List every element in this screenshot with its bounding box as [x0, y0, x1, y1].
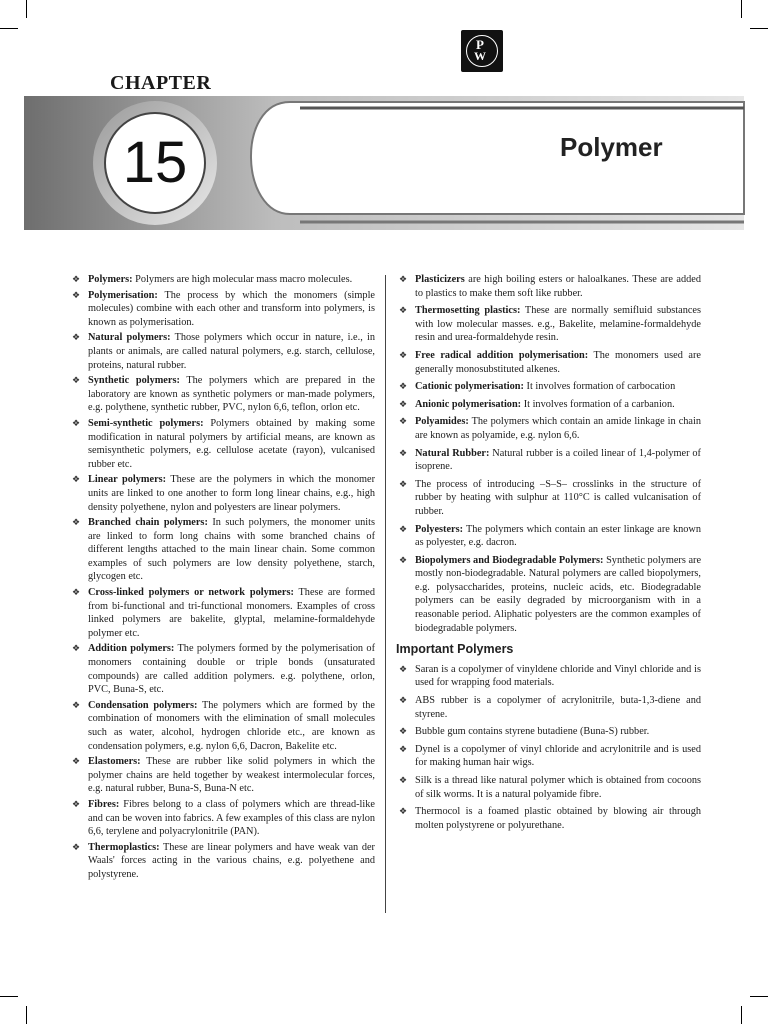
item-text: The process of introducing –S–S– crosslinks in the structure of rubber by heating with sulphur at 110°C is called vulcanisation of rubber.	[415, 478, 701, 517]
item-text: Polymers are high molecular mass macro molecules.	[132, 274, 353, 285]
item-text: The polymers which contain an ester linkage are known as polyester, e.g. dacron.	[415, 523, 701, 549]
list-item	[399, 478, 701, 519]
bullet-icon: ❖	[72, 474, 81, 485]
item-term: Semi-synthetic polymers:	[88, 417, 204, 429]
item-text: Fibres belong to a class of polymers which are thread-like and can be woven into fabrics. A few examples of this class are nylon 6,6, terylene and polyacrylonitrile (PAN).	[88, 798, 375, 838]
list-item	[72, 798, 375, 839]
bullet-icon: ❖	[399, 663, 408, 674]
bullet-icon: ❖	[72, 587, 81, 598]
item-term: Linear polymers:	[88, 474, 167, 486]
item-term: Thermosetting plastics:	[415, 305, 521, 317]
right-column	[396, 273, 702, 836]
item-text: The polymers which contain an amide linkage in chain are known as polyamide, e.g. nylon 6,6.	[415, 416, 701, 441]
list-item	[72, 289, 375, 330]
item-text: These are normally semifluid substances with low molecular masses. e.g., Bakelite, melamine-formaldehyde resin and urea-formaldehyde resin.	[415, 305, 702, 344]
item-text: Saran is a copolymer of vinyldene chloride and Vinyl chloride and is used for wrapping food materials.	[415, 663, 701, 689]
item-text: The monomers used are generally monosubstituted alkenes.	[415, 349, 701, 375]
item-text: These are the polymers in which the monomer units are linked to one another to form long linear chains, e.g., high density polyethene, nylon and polyesters are linear polymers.	[88, 474, 375, 513]
list-item	[399, 415, 701, 442]
list-item	[72, 473, 375, 514]
item-text: In such polymers, the monomer units are linked to form long chains with some branched chains of different lengths attached to the main linear chain. Some common examples of such polymers are low density polyethene, starch, glycogen etc.	[88, 517, 375, 583]
bullet-icon: ❖	[72, 274, 81, 284]
item-term: Thermoplastics:	[88, 841, 160, 853]
item-text: The polymers formed by the polymerisation of monomers containing double or triple bonds (unsaturated compounds) are called addition polymers. e.g. polythene, orlon, PVC, Buna-S, etc.	[88, 643, 376, 696]
bullet-icon: ❖	[399, 554, 408, 565]
list-item	[399, 273, 701, 300]
bullet-icon: ❖	[399, 743, 408, 754]
item-text: Silk is a thread like natural polymer which is obtained from cocoons of silk worms. It is a natural polyamide fibre.	[415, 775, 701, 800]
bullet-icon: ❖	[72, 417, 81, 428]
left-column	[72, 273, 375, 884]
crop-mark	[741, 1006, 742, 1024]
item-term: Biopolymers and Biodegradable Polymers:	[415, 554, 604, 566]
list-item	[72, 331, 375, 372]
crop-mark	[0, 996, 18, 997]
list-item	[399, 805, 701, 832]
item-term: Plasticizers	[415, 274, 465, 285]
item-text: The process by which the monomers (simple molecules) combine with each other and transform into polymers, is known as polymerisation.	[88, 289, 375, 328]
list-item	[72, 755, 375, 796]
bullet-icon: ❖	[399, 381, 408, 392]
item-term: Elastomers:	[88, 756, 141, 768]
bullet-icon: ❖	[399, 349, 408, 360]
item-term: Synthetic polymers:	[88, 375, 180, 387]
chapter-label: CHAPTER	[110, 72, 212, 94]
bullet-icon: ❖	[399, 478, 408, 489]
item-text: These are rubber like solid polymers in which the polymer chains are held together by weakest intermolecular forces, e.g. natural rubber, Buna-S, Buna-N etc.	[88, 756, 375, 795]
bullet-icon: ❖	[72, 756, 81, 767]
item-text: Thermocol is a foamed plastic obtained by blowing air through molten polystyrene or polyurethane.	[415, 806, 701, 831]
item-text: The polymers which are formed by the combination of monomers with the elimination of small molecules such as water, alcohol, hydrogen chloride etc., are known as condensation polymers, e.g. nylon 6,6, Dacron, Bakelite etc.	[88, 699, 375, 752]
bullet-icon: ❖	[72, 375, 81, 386]
list-item	[399, 447, 701, 474]
chapter-number: 15	[122, 130, 188, 195]
item-term: Natural Rubber:	[415, 447, 490, 459]
list-item	[399, 554, 701, 636]
item-text: These are linear polymers and have weak van der Waals' forces acting in the various chains, e.g. polyethene and polystyrene.	[88, 841, 375, 880]
chapter-banner	[0, 0, 768, 240]
list-item	[399, 725, 701, 739]
logo-letter-p: P	[476, 37, 484, 52]
list-item	[399, 398, 701, 412]
list-item	[72, 642, 375, 696]
bullet-icon: ❖	[399, 274, 408, 284]
item-text: It involves formation of a carbanion.	[521, 398, 675, 410]
list-item	[72, 417, 375, 471]
item-term: Cross-linked polymers or network polymers:	[88, 587, 294, 599]
list-item	[72, 699, 375, 753]
item-text: ABS rubber is a copolymer of acrylonitrile, buta-1,3-diene and styrene.	[415, 695, 701, 720]
bullet-icon: ❖	[399, 305, 408, 316]
item-text: Natural rubber is a coiled linear of 1,4-polymer of isoprene.	[415, 447, 701, 473]
bullet-icon: ❖	[399, 416, 408, 427]
bullet-icon: ❖	[399, 447, 408, 458]
item-text: Dynel is a copolymer of vinyl chloride and acrylonitrile and is used for making human hair wigs.	[415, 743, 701, 769]
bullet-icon: ❖	[399, 775, 408, 785]
item-term: Free radical addition polymerisation:	[415, 349, 589, 361]
banner-title-panel	[251, 102, 744, 214]
item-text: These are formed from bi-functional and tri-functional monomers. Examples of cross linked polymers are bakelite, glyptal, melamine-formaldehyde polymer etc.	[88, 587, 375, 639]
item-term: Polyamides:	[415, 416, 469, 428]
item-term: Polymerisation:	[88, 289, 158, 301]
list-item	[399, 694, 701, 721]
item-term: Condensation polymers:	[88, 699, 198, 711]
chapter-title: Polymer	[560, 132, 663, 162]
list-item	[399, 349, 701, 376]
item-text: Those polymers which occur in nature, i.e., in plants or animals, are called natural polymers, e.g. starch, cellulose, proteins, natural rubber.	[88, 332, 375, 371]
section-heading-important-polymers: Important Polymers	[396, 642, 514, 657]
item-term: Polyesters:	[415, 523, 464, 535]
crop-mark	[750, 996, 768, 997]
item-text: It involves formation of carbocation	[523, 381, 676, 393]
list-item	[72, 273, 375, 287]
list-item	[399, 743, 701, 770]
list-item	[399, 523, 701, 550]
bullet-icon: ❖	[72, 332, 81, 343]
item-term: Addition polymers:	[88, 643, 175, 655]
list-item	[399, 304, 701, 345]
item-term: Cationic polymerisation:	[415, 381, 524, 393]
item-text: Synthetic polymers are mostly non-biodegradable. Natural polymers are called biopolymers, e.g. polysaccharides, proteins, nucleic acids, etc. Biodegradable polymers can be easily degraded by microorganism with in a reasonable period. Aliphatic polyesters are the common examples of biodegradable polymers.	[415, 554, 702, 634]
item-term: Branched chain polymers:	[88, 517, 208, 529]
list-item	[399, 380, 701, 394]
bullet-icon: ❖	[399, 523, 408, 534]
bullet-icon: ❖	[72, 699, 81, 710]
item-text: The polymers which are prepared in the laboratory are known as synthetic polymers or man-made polymers, e.g. polythene, synthetic rubber, PVC, nylon 6,6, teflon, orlon etc.	[88, 375, 375, 414]
bullet-icon: ❖	[72, 841, 81, 852]
item-term: Fibres:	[88, 798, 120, 810]
logo-letter-w: W	[474, 49, 486, 63]
list-item	[72, 374, 375, 415]
list-item	[72, 586, 375, 640]
bullet-icon: ❖	[72, 289, 81, 300]
item-text: are high boiling esters or haloalkanes. These are added to plastics to make them soft like rubber.	[415, 274, 701, 299]
crop-mark	[26, 1006, 27, 1024]
bullet-icon: ❖	[399, 695, 408, 706]
bullet-icon: ❖	[72, 643, 81, 654]
list-item	[399, 774, 701, 801]
item-term: Anionic polymerisation:	[415, 398, 522, 410]
bullet-icon: ❖	[399, 806, 408, 817]
list-item	[72, 516, 375, 584]
bullet-icon: ❖	[399, 726, 408, 737]
bullet-icon: ❖	[72, 798, 81, 809]
important-polymers-list	[399, 663, 701, 833]
item-term: Natural polymers:	[88, 332, 171, 344]
item-term: Polymers:	[88, 274, 133, 285]
definitions-list-right	[399, 273, 701, 635]
list-item	[399, 663, 701, 690]
item-text: Polymers obtained by making some modification in natural polymers by artificial means, are known as semisynthetic polymers, e.g. cellulose acetate (rayon), vulcanised rubber etc.	[88, 417, 375, 470]
item-text: Bubble gum contains styrene butadiene (Buna-S) rubber.	[415, 726, 650, 738]
bullet-icon: ❖	[399, 398, 408, 409]
bullet-icon: ❖	[72, 517, 81, 528]
list-item	[72, 841, 375, 882]
column-divider	[385, 275, 386, 913]
